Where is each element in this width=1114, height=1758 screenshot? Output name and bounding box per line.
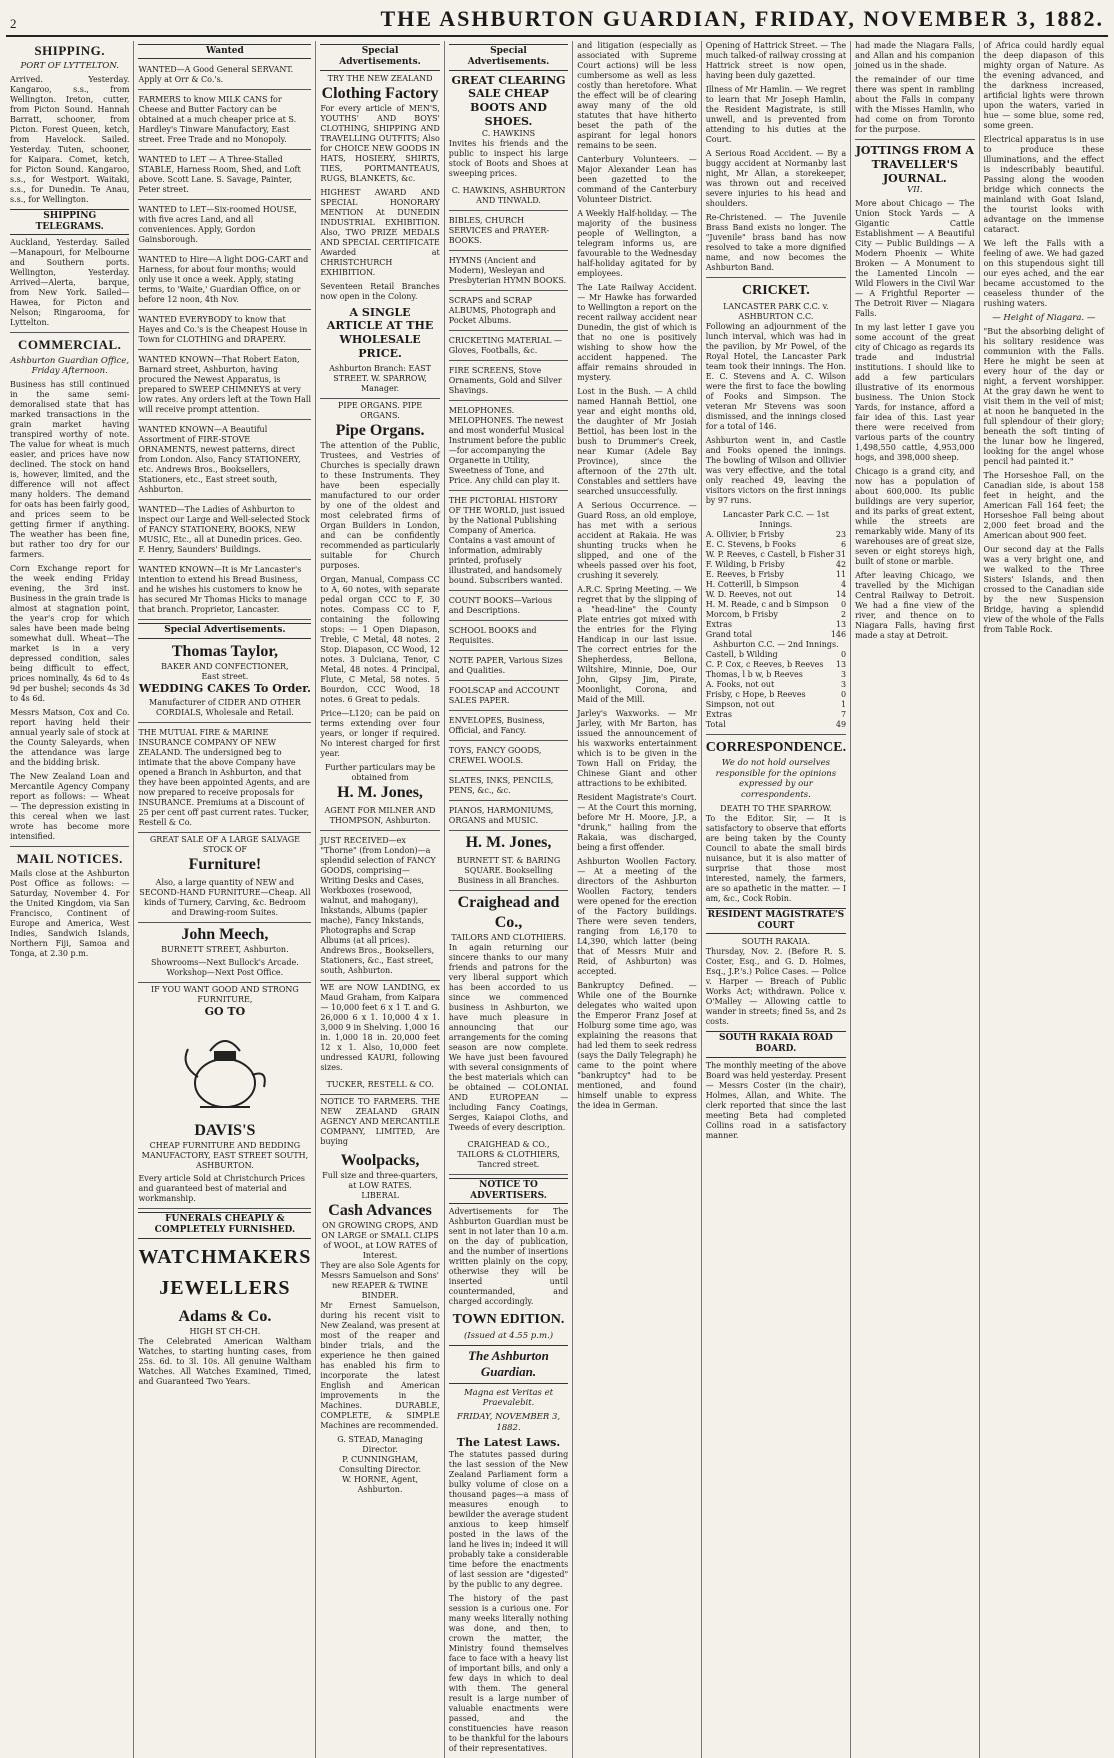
hawkins-name: C. HAWKINS — [481, 128, 536, 138]
news-paragraph: The Late Railway Accident. — Mr Hawke has forwarded to Wellington a report on the recent railway accident near Dunedin, the gist of which is that no one is positively wishing to show how the accident happened. The affair remains shrouded in mystery. — [577, 283, 697, 382]
journal-paragraph: We left the Falls with a feeling of awe. We had gazed on this stupendous sight till our eyes ached, and the ear became accustomed to the ceaseless thunder of the rushing waters. — [983, 239, 1104, 308]
special-ads-heading: Special Advertisements. — [320, 44, 439, 71]
davis-name: DAVIS'S — [194, 1122, 256, 1139]
commercial-paragraph: Messrs Matson, Cox and Co. report having held their annual yearly sale of stock at the County Saleyards, when the attendance was large and the bidding brisk. — [10, 707, 130, 767]
cricket-subheading: LANCASTER PARK C.C. v. ASHBURTON C.C. — [723, 301, 829, 321]
column-3 — [316, 41, 444, 1758]
divider — [10, 332, 129, 333]
hawkins-text: Invites his friends and the public to inspect his large stock of Boots and Shoes at sweeping prices. — [448, 138, 569, 178]
columns — [6, 41, 1108, 1753]
kauri-firm: TUCKER, RESTELL & CO. — [320, 1077, 439, 1095]
score-row — [706, 570, 846, 580]
news-paragraph: Jarley's Waxworks. — Mr Jarley, with Mr Barton, has issued the announcement of his waxworks entertainment which is to be given in the Town Hall on Friday, the Chinese Giant and other attractions to be exhibited. — [577, 709, 697, 788]
news-paragraph: Lost in the Bush. — A child named Hannah Bettiol, one year and eight months old, the daughter of Mr Josiah Bettiol, has been lost in the bush to Drummer's Creek, near Kumar (Adele Bay Province), since the afternoon of the 27th ult. Constables and settlers have searched unsuccessfully. — [577, 387, 697, 496]
special-ads-heading: Special Advertisements. — [138, 623, 311, 638]
column-5 — [573, 41, 701, 1758]
news-paragraph: had made the Niagara Falls, and Allan and his companion joined us in the shade. — [855, 41, 975, 70]
correspondence-heading: CORRESPONDENCE. — [705, 739, 847, 755]
kettle-engraving-icon — [170, 1025, 280, 1115]
clothing-price: A SINGLE ARTICLE AT THE WHOLESALE PRICE. — [326, 305, 434, 360]
score-total: 49 — [835, 719, 847, 729]
score-total-label: Grand total — [705, 629, 753, 639]
column-2 — [134, 41, 316, 1758]
batsman-runs: 3 — [841, 679, 847, 689]
divider — [706, 734, 846, 735]
wanted-ad: WANTED EVERYBODY to know that Hayes and Co.'s is the Cheapest House in Town for CLOTHING and DRAPERY. — [138, 312, 311, 350]
mail-heading: MAIL NOTICES. — [16, 850, 123, 866]
commercial-paragraph: The New Zealand Loan and Mercantile Agency Company report as follows: — Wheat — The depression existing in this cereal when we last wrote has become more intensified. — [10, 771, 130, 841]
batsman-runs: 0 — [841, 689, 847, 699]
journal-paragraph: Electrical apparatus is in use to produce these illuminations, and the effect is indescribably beautiful. Passing along the wooden bridge which connects the mainland with Goat Island, the tourist looks with advantage on the immense cataract. — [983, 135, 1104, 234]
batsman-runs: 1 — [841, 699, 847, 709]
batsman-name: F. Wilding, b Frisby — [705, 559, 785, 569]
count-books-ad: COUNT BOOKS—Various and Descriptions. — [449, 593, 568, 621]
envelopes-ad: ENVELOPES, Business, Official, and Fancy. — [449, 713, 568, 741]
batsman-runs: 13 — [835, 659, 847, 669]
scraps-ad: SCRAPS and SCRAP ALBUMS, Photograph and Pocket Albums. — [449, 293, 568, 331]
wanted-ad: WANTED to Hire—A light DOG-CART and Harness, for about four months; would only use it once a week. Apply, stating terms, to 'Waite,' Guardian Office, on or before 12 noon, 4th Nov. — [138, 252, 311, 310]
batsman-runs: 31 — [835, 549, 847, 559]
davis-want: IF YOU WANT GOOD AND STRONG FURNITURE, — [150, 985, 299, 1005]
craighead-trade: TAILORS AND CLOTHIERS. — [451, 932, 566, 942]
cash-agents: They are also Sole Agents for Messrs Samuelson and Sons' new REAPER & TWINE BINDER. — [320, 1260, 440, 1300]
clothing-text: For every article of MEN'S, YOUTHS' AND BOYS' CLOTHING, SHIPPING AND TRAVELLING OUTFITS; Also for CHOICE NEW GOODS IN HATS, HOSIERY, SHIRTS, TIES, PORTMANTEAUS, RUGS, BLANKETS, &c. — [320, 103, 440, 183]
cash-text: ON GROWING CROPS, AND ON LARGE or SMALL CLIPS of WOOL, at LOW RATES of Interest. — [321, 1220, 439, 1260]
received-ad: JUST RECEIVED—ex "Thorne" (from London)—a splendid selection of FANCY GOODS, comprising—Writing Desks and Cases, Workboxes (rosewood, walnut, and mahogany), Inkstands, Albums (papier mache), Fancy Inkstands, Photographs and Scrap Albums (at all prices). Andrews Bros., Booksellers, Stationers, &c., East street, south, Ashburton. — [320, 833, 439, 981]
correspondence-note: We do not hold ourselves responsible for the opinions expressed by our correspondents. — [715, 758, 837, 800]
journal-paragraph: The Horseshoe Fall, on the Canadian side, is about 158 feet in height, and the American Fall 164 feet; the Horseshoe Fall being about 2,000 feet broad and the American about 900 feet. — [983, 470, 1104, 540]
niagara-heading: — Height of Niagara. — — [992, 313, 1096, 323]
organ-further: Further particulars may be obtained from — [324, 762, 436, 782]
organ-title: Pipe Organs. — [335, 421, 425, 439]
leader-paragraph: The statutes passed during the last session of the New Zealand Parliament form a bulky volume of close on a thousand pages—a mass of measures enough to bewilder the average student anxious to keep himself posted in the laws of the land he lives in; indeed it will probably take a considerable time before the enactments of last session are "digested" by the public to any degree. — [448, 1449, 569, 1589]
stead-sig: G. STEAD, Managing Director. — [337, 1434, 423, 1454]
liberal-label: LIBERAL — [361, 1190, 399, 1200]
score-total-label: Total — [705, 719, 726, 729]
town-edition-issued: (Issued at 4.55 p.m.) — [463, 1330, 554, 1341]
town-edition-heading: TOWN EDITION. — [452, 1312, 565, 1327]
journal-paragraph: After leaving Chicago, we travelled by the Michigan Central Railway to Detroit. We had a fine view of the river, and thence on to Niagara Falls, having first made a stay at Detroit. — [855, 570, 975, 640]
sale-heading: GREAT SALE OF A LARGE SALVAGE STOCK OF — [149, 835, 300, 855]
batsman-name: W. D. Reeves, not out — [705, 589, 792, 599]
score-row — [706, 610, 846, 620]
newspaper-title: THE ASHBURTON GUARDIAN, FRIDAY, NOVEMBER 3, 1882. — [380, 6, 1104, 31]
news-paragraph: Opening of Hattrick Street. — The much talked-of railway crossing at Hattrick street is now open, having been duly gazetted. — [705, 41, 847, 80]
column-7 — [851, 41, 979, 1758]
shipping-text: Arrived. Yesterday. Kangaroo, s.s., from Wellington. Ireton, cutter, from Picton Sound. Hannah Barratt, schooner, from Picton. Forest Queen, ketch, from Havelock. Sailed. Yesterday. Tuten, schooner, for Kaipara. Comet, ketch, for Picton Sound. Kangaroo, s.s., for Westport. Waitaki, s.s., for Dunedin. Te Anau, s.s., for Wellington. — [10, 74, 130, 204]
batsman-name: A. Fooks, not out — [705, 679, 775, 689]
news-paragraph: the remainder of our time there was spent in rambling about the Falls in company with the Misses Hamlin, who had come on from Toronto for the purpose. — [855, 75, 975, 134]
journal-paragraph: of Africa could hardly equal the deep diapason of this mighty organ of Nature. As the evening advanced, and the darkness increased, artificial lights were thrown upon the waters, varied in hue — some blue, some red, some green. — [983, 41, 1104, 130]
sparrow-heading: DEATH TO THE SPARROW. — [720, 803, 832, 813]
column-8 — [980, 41, 1108, 1758]
batsman-runs: 42 — [835, 559, 847, 569]
funerals-ad: FUNERALS CHEAPLY & COMPLETELY FURNISHED. — [138, 1212, 311, 1239]
davis-note: Every article Sold at Christchurch Prices and guaranteed best of material and workmanship. — [138, 1171, 311, 1209]
port-heading: PORT OF LYTTELTON. — [20, 61, 119, 72]
page-number: 2 — [10, 16, 17, 31]
wanted-ad: FARMERS to know MILK CANS for Cheese and Butter Factory can be obtained at a much cheaper price at S. Hardley's Tinware Manufactory, East street. Free Trade and no Monopoly. — [138, 92, 311, 150]
clothing-branch: Ashburton Branch: EAST STREET. W. SPARROW, Manager. — [320, 361, 439, 399]
hawkins-heading: GREAT CLEARING SALE CHEAP BOOTS AND SHOES. — [451, 73, 566, 128]
watch-text: The Celebrated American Waltham Watches, to starting hunting cases, from 25s. 6d. to 3l. 10s. All genuine Waltham Watches. All Watches Examined, Timed, and Guaranteed Two Years. — [138, 1336, 312, 1386]
wanted-ad: WANTED KNOWN—It is Mr Lancaster's intention to extend his Bread Business, and he wishes his customers to know he has secured Mr Thomas Hicks to manage that branch. Proprietor, Lancaster. — [138, 562, 311, 620]
paper-motto: Magna est Veritas et Praevalebit. — [463, 1387, 554, 1409]
davis-text: CHEAP FURNITURE AND BEDDING MANUFACTORY, EAST STREET SOUTH, ASHBURTON. — [141, 1141, 309, 1170]
score-row — [706, 650, 846, 660]
wanted-heading: Wanted — [138, 44, 311, 59]
wanted-ad: WANTED KNOWN—That Robert Eaton, Barnard street, Ashburton, having procured the Newest Apparatus, is prepared to SWEEP CHIMNEYS at very low rates. Any orders left at the Town Hall will receive prompt attention. — [138, 352, 311, 420]
score-total-row — [706, 630, 846, 640]
batsman-runs: 2 — [841, 609, 847, 619]
score-row — [706, 670, 846, 680]
meech-text: Showrooms—Next Bullock's Arcade. Workshop—Next Post Office. — [138, 955, 311, 983]
cricket-material-ad: CRICKETING MATERIAL — Gloves, Footballs, &c. — [449, 333, 568, 361]
journal-paragraph: "But the absorbing delight of his solitary residence was communion with the Falls. Here he might be seen at every hour of the day or night, a fervent worshipper. At the gray dawn he went to visit them in the veil of mist; at noon he banqueted in the full splendour of their glory; beneath the soft tinting of the lunar bow he lingered, looking for the angel whose pencil had painted it." — [983, 326, 1104, 466]
slates-ad: SLATES, INKS, PENCILS, PENS, &c., &c. — [449, 773, 568, 801]
news-paragraph: Re-Christened. — The Juvenile Brass Band exists no longer. The "Juvenile" brass band has now resolved to take a more dignified name, and now becomes the Ashburton Band. — [705, 213, 847, 272]
road-board-heading: SOUTH RAKAIA ROAD BOARD. — [706, 1031, 846, 1058]
score-row — [706, 550, 846, 560]
toys-ad: TOYS, FANCY GOODS, CREWEL WOOLS. — [449, 743, 568, 771]
clothing-branches: Seventeen Retail Branches now open in the Colony. — [320, 281, 440, 301]
samuelson-text: Mr Ernest Samuelson, during his recent visit to New Zealand, was present at most of the reaper and binder trials, and the experience he then gained has enabled his firm to incorporate the latest English and American improvements in the Machines. DURABLE, COMPLETE, & SIMPLE Machines are recommended. — [320, 1300, 440, 1430]
journal-paragraph: Our second day at the Falls was a very bright one, and we walked to the Three Sisters' Islands, and then crossed to the Canadian side by the new Suspension Bridge, having a splendid view of the whole of the Falls from Table Rock. — [983, 544, 1104, 634]
batsman-runs: 7 — [841, 709, 847, 719]
news-paragraph: A.R.C. Spring Meeting. — We regret that by the slipping of a "head-line" the County Plate entries got mixed with the entries for the Flying Handicap in our last issue. The correct entries for the Shepherdess, Bellona, Wiltshire, Minnie, Doe, Our John, Gipsy Jim, Pirate, Moonlight, Corona, and Maid of the Mill. — [577, 585, 697, 704]
scorecard-heading: Lancaster Park C.C. — 1st Innings. — [722, 509, 829, 529]
batsman-name: Thomas, l b w, b Reeves — [705, 669, 803, 679]
divider — [706, 277, 846, 278]
batsman-runs: 0 — [841, 599, 847, 609]
jones-agent: AGENT FOR MILNER AND THOMPSON, Ashburton. — [320, 803, 439, 831]
batsman-name: H. Cotterill, b Simpson — [705, 579, 799, 589]
masthead — [6, 6, 1108, 37]
horne-sig: W. HORNE, Agent, Ashburton. — [342, 1474, 419, 1494]
column-6 — [702, 41, 851, 1758]
pianos-ad: PIANOS, HARMONIUMS, ORGANS and MUSIC. — [449, 803, 568, 831]
batsman-name: Castell, b Wilding — [705, 649, 778, 659]
school-books-ad: SCHOOL BOOKS and Requisites. — [449, 623, 568, 651]
note-paper-ad: NOTE PAPER, Various Sizes and Qualities. — [449, 653, 568, 681]
cricket-heading: CRICKET. — [741, 283, 810, 298]
telegrams-text: Auckland, Yesterday. Sailed—Manapouri, for Melbourne and Southern ports. Wellington, Yesterday. Arrived—Alerta, barque, from New York. Sailed—Hawea, for Picton and Nelson; Ringarooma, for Lyttelton. — [10, 238, 130, 328]
mail-text: Mails close at the Ashburton Post Office as follows: — Saturday, November 4. For the United Kingdom, via San Francisco, Continent of Europe and America, West Indies, Sandwich Islands, Northern Fiji, Samoa and Tonga, at 2.30 p.m. — [10, 869, 130, 959]
davis-go: GO TO — [204, 1005, 246, 1019]
commercial-heading: COMMERCIAL. — [18, 337, 122, 353]
jones-street: BURNETT ST. & BARING SQUARE. Bookselling Business in all Branches. — [449, 853, 568, 891]
score-row — [706, 680, 846, 690]
batsman-name: E. C. Stevens, b Fooks — [705, 539, 796, 549]
score-row — [706, 690, 846, 700]
cash-advances-title: Cash Advances — [328, 1201, 432, 1219]
batsman-runs: 6 — [841, 539, 847, 549]
sale-text: Also, a large quantity of NEW and SECOND-HAND FURNITURE—Cheap. All kinds of Turnery, Carving, &c. Bedroom and Drawing-room Suites. — [138, 875, 311, 923]
notice-farmers: NOTICE TO FARMERS. THE NEW ZEALAND GRAIN AGENCY AND MERCANTILE COMPANY, LIMITED, Are buying — [320, 1096, 440, 1146]
rmc-heading: RESIDENT MAGISTRATE'S COURT — [706, 908, 846, 935]
news-paragraph: Canterbury Volunteers. — Major Alexander Lean has been gazetted to the command of the Canterbury Volunteer District. — [577, 155, 697, 204]
paper-name-masthead: The Ashburton Guardian. — [449, 1345, 568, 1384]
commercial-paragraph: Corn Exchange report for the week ending Friday evening, the 3rd inst. Business in the grain trade is almost at stagnation point, the year's crop for which sales have been made being somewhat dull. Wheat—The market is in a very depressed condition, sales being difficult to effect, prices nominally, 4s 6d to 4s 9d per bushel; seconds 4s 3d to 4s 6d. — [10, 563, 130, 703]
watchmakers-heading: WATCHMAKERS — [138, 1245, 312, 1268]
road-board-text: The monthly meeting of the above Board was held yesterday. Present — Messrs Coster (in the chair), Holmes, Allan, and White. The clerk reported that since the last meeting Beta had completed Collins road in a satisfactory manner. — [705, 1060, 847, 1140]
organ-heading: PIPE ORGANS. PIPE ORGANS. — [338, 400, 423, 420]
score-row — [706, 660, 846, 670]
craighead-sig: CRAIGHEAD & CO., TAILORS & CLOTHIERS, Tancred street. — [449, 1137, 568, 1175]
bibles-ad: BIBLES, CHURCH SERVICES and PRAYER-BOOKS. — [449, 213, 568, 251]
column-1 — [6, 41, 134, 1758]
melophones-ad: MELOPHONES. MELOPHONES. The newest and most wonderful Musical Instrument before the public—for accompanying the Organette in Utility, Sweetness of Tone, and Price. Any child can play it. — [449, 403, 568, 491]
batsman-name: E. Reeves, b Frisby — [705, 569, 784, 579]
column-4 — [445, 41, 573, 1758]
cricket-paragraph: Following an adjournment of the lunch interval, which was had in the pavilion, by Mr Powel, of the Royal Hotel, the Lancaster Park team took their innings. The Hon. E. C. Stevens and A. C. Wilson were the first to face the bowling of Fooks and Simpson. The veteran Mr Stevens was soon dismissed, and the innings closed for a total of 146. — [705, 321, 847, 431]
divider — [10, 846, 129, 847]
foolscap-ad: FOOLSCAP and ACCOUNT SALES PAPER. — [449, 683, 568, 711]
craighead-name: Craighead and Co., — [457, 893, 560, 931]
batsman-runs: 14 — [835, 589, 847, 599]
commercial-paragraph: Business has still continued in the same semi-demoralised state that has marked transactions in the grain market having transpired worthy of note. The value for wheat is much easier, and prices have now declined. The stock on hand is, however, limited, and the difference will not affect many holders. The demand for oats has been fairly good, and prices seem to be getting firmer if anything. The weather has been fine, but rather too dry for our farmers. — [10, 379, 130, 559]
batsman-runs: 11 — [835, 569, 847, 579]
batsman-runs: 4 — [841, 579, 847, 589]
wanted-ad: WANTED KNOWN—A Beautiful Assortment of FIRE-STOVE ORNAMENTS, newest patterns, direct from London. Also, Fancy STATIONERY, etc. Andrews Bros., Booksellers, Stationers, etc., East street south, Ashburton. — [138, 422, 311, 500]
batsman-name: Frisby, c Hope, b Reeves — [705, 689, 806, 699]
leader-heading: The Latest Laws. — [456, 1436, 561, 1450]
commercial-subheading: Ashburton Guardian Office, Friday Afternoon. — [10, 355, 130, 377]
organ-price: Price—L120; can be paid on terms extending over four years, or longer if required. No interest charged for first year. — [320, 708, 440, 758]
cunningham-sig: P. CUNNINGHAM, Consulting Director. — [339, 1454, 422, 1474]
leader-paragraph: The history of the past session is a curious one. For many weeks literally nothing was done, and then, to crown the matter, the Ministry found themselves face to face with a heavy list of important bills, and only a few days in which to deal with them. The general result is a large number of valuable enactments were passed, and the constituencies have reason to be thankful for the labours of their representatives. — [448, 1593, 569, 1753]
score-total-row — [706, 720, 846, 730]
news-paragraph: A Weekly Half-holiday. — The majority of the business people of Wellington, a telegram informs us, are favourable to the Wednesday half-holiday agitated for by employees. — [577, 209, 697, 278]
sparrow-text: To the Editor. Sir, — It is satisfactory to observe that efforts are being taken by the County Council to abate the small birds nuisance, but it is also matter of surprise that those most interested, namely, the farmers, are so apathetic in the matter. — I am, &c., Cock Robin. — [705, 813, 847, 903]
score-row — [706, 710, 846, 720]
wanted-ad: WANTED to LET — A Three-Stalled STABLE, Harness Room, Shed, and Loft above. Scott Lane. S. Savage, Painter, Peter street. — [138, 152, 311, 200]
batsman-name: Extras — [705, 619, 732, 629]
meech-name: John Meech, — [181, 926, 269, 944]
kauri-text: WE are NOW LANDING, ex Maud Graham, from Kaipara — 10,000 feet 6 x 1 T. and G. 26,000 6 x 1. 10,000 4 x 1. 3,000 9 in Shelving. 1,000 16 in. 1,000 18 in. 20,000 feet 12 x 1. Also, 10,000 feet undressed KAURI, following sizes. — [320, 982, 440, 1072]
batsman-runs: 23 — [835, 529, 847, 539]
paper-date: FRIDAY, NOVEMBER 3, 1882. — [456, 1411, 561, 1433]
fire-screens-ad: FIRE SCREENS, Stove Ornaments, Gold and Silver Shavings. — [449, 363, 568, 401]
score-row — [706, 530, 846, 540]
taylor-street: East street. — [201, 671, 249, 681]
craighead-text: In again returning our sincere thanks to our many friends and patrons for the very liberal support which has been accorded to us since we commenced business in Ashburton, we have much pleasure in announcing that our arrangements for the coming season are now complete. We have just been favoured with several consignments of the best materials which can be obtained — COLONIAL AND EUROPEAN — including Fancy Coatings, Serges, Kaiapoi Cloths, and Tweeds of every description. — [448, 942, 569, 1132]
score-row — [706, 540, 846, 550]
news-paragraph: and litigation (especially as associated with Supreme Court actions) will be less cumbersome as well as less costly than heretofore. What the effect will be of clearing away many of the old statutes that have hitherto beset the path of the aspirant for legal honors remains to be seen. — [577, 41, 697, 150]
score-row — [706, 580, 846, 590]
woolpacks-sub: Full size and three-quarters, at LOW RATES. — [322, 1170, 438, 1190]
jones-name: H. M. Jones, — [465, 833, 552, 851]
batsman-name: Extras — [705, 709, 732, 719]
journal-number: VII. — [907, 185, 923, 196]
wanted-ad: WANTED—A Good General SERVANT. Apply at Orr & Co.'s. — [138, 62, 311, 90]
score-row — [706, 700, 846, 710]
score-total: 146 — [830, 629, 847, 639]
telegrams-heading: SHIPPING TELEGRAMS. — [10, 209, 129, 236]
jewellers-heading: JEWELLERS — [159, 1276, 291, 1299]
rmc-text: Thursday, Nov. 2. (Before R. S. Coster, Esq., and G. D. Holmes, Esq., J.P.'s.) Police Cases. — Police v. Harper — Breach of Public Works Act; withdrawn. Police v. O'Malley — Allowing cattle to wander in streets; fined 5s, and 2s costs. — [705, 947, 847, 1026]
hawkins-firm: C. HAWKINS, ASHBURTON AND TINWALD. — [449, 183, 568, 211]
batsman-name: A. Ollivier, b Frisby — [705, 529, 784, 539]
history-ad: THE PICTORIAL HISTORY OF THE WORLD, just issued by the National Publishing Company of America. Contains a vast amount of information, admirably printed, profusely illustrated, and handsomely bound. Subscribers wanted. — [449, 493, 568, 591]
news-paragraph: Illness of Mr Hamlin. — We regret to learn that Mr Joseph Hamlin, the Resident Magistrate, is still unwell, and is prevented from attending to his duties at the Court. — [705, 85, 847, 144]
taylor-cider: Manufacturer of CIDER AND OTHER CORDIALS, Wholesale and Retail. — [138, 695, 311, 723]
notice-advertisers-heading: NOTICE TO ADVERTISERS. — [449, 1178, 568, 1205]
taylor-trade: BAKER AND CONFECTIONER, — [161, 661, 289, 671]
wanted-ad: WANTED to LET—Six-roomed HOUSE, with five acres Land, and all conveniences. Apply, Gordon Gainsborough. — [138, 202, 311, 250]
news-paragraph: Bankruptcy Defined. — While one of the Bournke delegates who waited upon the Emperor Franz Josef at Holburg some time ago, was explaining the reasons that had led them to seek redress (says the Daily Telegraph) he came to the point where "bankruptcy" had to be mentioned, and found himself unable to express the idea in German. — [577, 981, 697, 1110]
clothing-award: HIGHEST AWARD AND SPECIAL HONORARY MENTION At DUNEDIN INDUSTRIAL EXHIBITION. Also, TWO PRIZE MEDALS AND SPECIAL CERTIFICATE Awarded at CHRISTCHURCH EXHIBITION. — [320, 187, 440, 277]
watch-place: HIGH ST CH-CH. — [189, 1326, 261, 1336]
sale-furniture: Furniture! — [188, 856, 262, 874]
shipping-heading: SHIPPING. — [34, 43, 106, 58]
batsman-name: Morcom, b Frisby — [705, 609, 778, 619]
insurance-ad: THE MUTUAL FIRE & MARINE INSURANCE COMPANY OF NEW ZEALAND. The undersigned beg to intimate that the above Company have opened a Branch in Ashburton, and that they have been appointed Agents, and are now prepared to receive proposals for INSURANCE. Premiums at a Discount of 25 per cent off past current rates. Tucker, Restell & Co. — [138, 725, 311, 833]
notice-advertisers-text: Advertisements for The Ashburton Guardian must be sent in not later than 10 a.m. on the day of publication, and the number of insertions written plainly on the copy, otherwise they will be inserted until countermanded, and charged accordingly. — [448, 1207, 569, 1306]
journal-summary: More about Chicago — The Union Stock Yards — A Gigantic Cattle Establishment — A Beautiful City — Public Buildings — A Modern Phoenix — White Broken — A Monument to the Lamented Lincoln — Wild Flowers in the Civil War — A Frightful Reporter — The Detroit River — Niagara Falls. — [855, 198, 975, 318]
scorecard-lancaster — [706, 530, 846, 630]
journal-paragraph: In my last letter I gave you some account of the great city of Chicago as regards its trade and industrial institutions. I should like to add a few particulars illustrative of its enormous business. The Union Stock Yards, for instance, afford a fair idea of this. Last year there were received from various parts of the country 1,498,550 cattle, 4,953,000 hogs, and 398,000 sheep. — [855, 322, 975, 462]
clothing-lead: TRY THE NEW ZEALAND — [327, 73, 433, 83]
batsman-runs: 13 — [835, 619, 847, 629]
cricket-paragraph: Ashburton went in, and Castle and Fooks opened the innings. The bowling of Wilson and Ollivier was very effective, and the total only reached 49, leaving the visitors victors on the first innings by 97 runs. — [705, 435, 847, 505]
score-row — [706, 590, 846, 600]
clothing-title: Clothing Factory — [321, 84, 439, 102]
batsman-runs: 0 — [841, 649, 847, 659]
taylor-name: Thomas Taylor, — [171, 642, 278, 660]
score-row — [706, 560, 846, 570]
organ-text: The attention of the Public, Trustees, and Vestries of Churches is specially drawn to these Instruments. They have been especially manufactured to our order by one of the oldest and most celebrated firms of Organ Builders in London, and can be confidently recommended as particularly suitable for Church purposes. — [320, 440, 440, 570]
special-ads-heading: Special Advertisements. — [449, 44, 568, 71]
news-paragraph: Ashburton Woollen Factory. — At a meeting of the directors of the Ashburton Woollen Factory, tenders were opened for the erection of the Factory buildings. There were seven tenders, ranging from L6,170 to L4,390, which latter (being that of Messrs Muir and Reid, of Ashburton) was accepted. — [577, 857, 697, 976]
jones-name: H. M. Jones, — [337, 783, 423, 801]
batsman-name: Simpson, not out — [705, 699, 775, 709]
journal-paragraph: Chicago is a grand city, and now has a population of about 600,000. Its public buildings are very superior, and its parks of great extent, while the streets are remarkably wide. Many of its warehouses are of great size, seven or eight storeys high, built of stone or marble. — [855, 466, 975, 566]
news-paragraph: A Serious Road Accident. — By a buggy accident at Normanby last night, Mr Allan, a storekeeper, was thrown out and received severe injuries to his head and shoulders. — [705, 149, 847, 208]
batsman-name: H. M. Reade, c and b Simpson — [705, 599, 829, 609]
woolpacks-title: Woolpacks, — [340, 1151, 420, 1169]
wanted-ad: WANTED—The Ladies of Ashburton to inspect our Large and Well-selected Stock of FANCY STATIONERY, BOOKS, NEW MUSIC, Etc., all at Dunedin prices. Geo. F. Henry, Saunders' Buildings. — [138, 502, 311, 560]
meech-street: BURNETT STREET, Ashburton. — [161, 945, 289, 955]
hymns-ad: HYMNS (Ancient and Modern), Wesleyan and Presbyterian HYMN BOOKS. — [449, 253, 568, 291]
taylor-cakes: WEDDING CAKES To Order. — [138, 681, 311, 695]
journal-heading: JOTTINGS FROM A TRAVELLER'S JOURNAL. — [855, 144, 974, 185]
watch-firm: Adams & Co. — [178, 1307, 272, 1325]
news-paragraph: A Serious Occurrence. — Guard Ross, an old employe, has met with a serious accident at Rakaia. He was shunting trucks when he slipped, and one of the wheels passed over his foot, crushing it severely. — [577, 501, 697, 580]
scorecard-ashburton — [706, 650, 846, 720]
rmc-subheading: SOUTH RAKAIA. — [741, 937, 811, 946]
batsman-name: W. P. Reeves, c Castell, b Fisher — [705, 549, 835, 559]
divider — [855, 139, 974, 140]
batsman-runs: 3 — [841, 669, 847, 679]
news-paragraph: Resident Magistrate's Court. — At the Court this morning, before Mr H. Moore, J.P., a "drunk," hailing from the Rakaia, was discharged, being a first offender. — [577, 793, 697, 852]
score-row — [706, 620, 846, 630]
batsman-name: C. P. Cox, c Reeves, b Reeves — [705, 659, 824, 669]
scorecard-heading: Ashburton C.C. — 2nd Innings. — [713, 639, 839, 649]
score-row — [706, 600, 846, 610]
organ-text: Organ, Manual, Compass CC to A, 60 notes, with separate pedal organ CCC to F, 30 notes. Compass CC to F, containing the following stops: — 1 Open Diapason, Treble, C Metal, 48 notes. 2 Stop. Diapason, CC Wood, 12 notes. 3 Dulciana, Tenor, C Metal, 48 notes. 4 Principal, Flute, C Metal, 58 notes. 5 Bourdon, CCC Wood, 18 notes. 6 Great to pedals. — [320, 574, 440, 704]
